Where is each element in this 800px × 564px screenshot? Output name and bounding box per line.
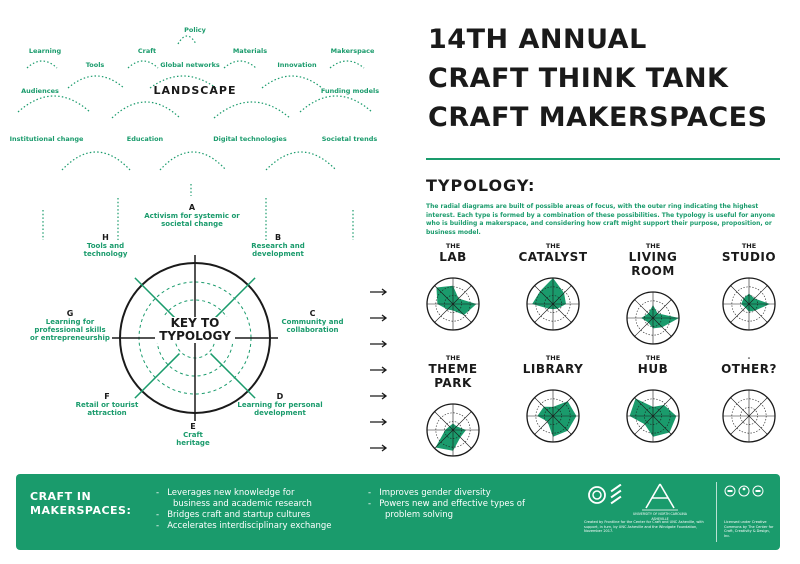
type-spoke [731,286,749,304]
landscape-title: LANDSCAPE [153,84,237,97]
footer-bullets-right [368,488,525,521]
key-letter-d: D [276,392,284,401]
landscape-label-innovation: Innovation [277,61,317,69]
title-divider [426,158,780,160]
center-for-craft-logo-icon [586,484,626,510]
key-text-c: Community and collaboration [281,318,344,334]
type-name: STUDIO [721,250,777,264]
arrow-icon [370,393,386,399]
type-prefix: THE [445,242,461,250]
title-line-3: CRAFT MAKERSPACES [428,102,768,133]
key-segment-g [30,310,110,342]
type-grid [395,242,795,472]
arrow-icon [370,315,386,321]
key-letter-c: C [309,309,316,318]
landscape-arc [178,36,196,44]
type-spoke [749,416,767,434]
type-prefix: THE [545,354,561,362]
key-text-a: Activism for systemic or societal change [144,212,240,228]
type-spoke [731,304,749,322]
title-line-1: 14TH ANNUAL [428,24,647,55]
type-spoke [635,318,653,336]
type-spoke [453,412,471,430]
footer-bullet: - Accelerates interdisciplinary exchange [156,521,332,531]
footer-bullet: - Leverages new knowledge for [156,488,295,498]
type-cell [709,354,789,454]
footer-banner [16,474,780,550]
arrow-icons [368,282,390,462]
type-radial-diagram [709,272,789,342]
landscape-arc [68,76,124,88]
type-name: LAB [439,250,467,264]
key-letter-a: A [188,203,196,212]
key-to-typology [0,190,390,470]
type-prefix: THE [741,242,757,250]
landscape-arc [266,152,336,170]
type-prefix: THE [445,354,461,362]
key-text-g: Learning for professional skills or entrepreneurship [30,318,110,342]
key-letter-e: E [190,422,196,431]
title-line-2: CRAFT THINK TANK [428,63,729,94]
title-block [428,26,768,131]
footer-title [30,490,131,518]
key-letter-b: B [274,233,282,242]
landscape-arc [27,61,57,68]
key-diagonal-line [211,354,256,399]
arrow-icon [370,289,386,295]
footer-bullet: - Improves gender diversity [368,488,491,498]
landscape-arc [112,102,180,118]
landscape-label-funding-models: Funding models [320,87,380,95]
key-segment-a [142,204,242,228]
landscape-label-education: Education [126,135,164,143]
key-letter-g: G [66,309,74,318]
arrow-icon [370,341,386,347]
landscape-label-policy: Policy [184,26,206,34]
type-cell [413,242,493,342]
footer-bullet: - Powers new and effective types of [368,499,525,509]
landscape-arc [262,76,322,88]
landscape-arc [160,152,226,170]
type-prefix: THE [645,354,661,362]
type-cell [613,242,693,356]
arrow-icon [370,367,386,373]
footer-bullet-cont: problem solving [385,510,454,520]
type-cell [513,242,593,342]
landscape-label-digital-technologies: Digital technologies [213,135,287,143]
unc-logo-text: UNIVERSITY OF NORTH CAROLINA ASHEVILLE [633,512,687,521]
type-spoke [731,416,749,434]
type-radial-diagram [513,272,593,342]
type-cell [709,242,789,342]
arrow-icon [370,419,386,425]
type-name: LIBRARY [522,362,584,376]
type-spoke [435,412,453,430]
key-segment-c [280,310,345,334]
type-spoke [553,304,571,322]
landscape-label-materials: Materials [232,47,268,55]
unc-asheville-logo-icon [638,482,682,512]
key-center-label [155,317,235,343]
key-segment-f [72,393,142,417]
landscape-arc [214,102,290,118]
type-radial-diagram [413,272,493,342]
key-label-line1: KEY TO [170,316,220,330]
key-text-h: Tools and technology [83,242,128,258]
key-segment-b [248,234,308,258]
footer-credits-left: Created by Frontline for the Center for Craft and UNC Asheville, with support, in turn, by UNC Asheville and the Windgate Foundation, November 2017. [584,520,704,533]
landscape-label-craft: Craft [137,47,157,55]
key-segment-h [78,234,133,258]
footer-bullet-cont: business and academic research [173,499,312,509]
type-spoke [749,398,767,416]
key-text-e: Craft heritage [176,431,210,447]
landscape-label-audiences: Audiences [21,87,59,95]
landscape-label-institutional-change: Institutional change [9,135,84,143]
arrow-column [368,282,390,462]
footer-divider [716,482,717,542]
landscape-arc [330,61,364,68]
landscape-label-global-networks: Global networks [160,61,220,69]
type-spoke [635,300,653,318]
key-diagonal-line [135,354,180,399]
landscape-arc [18,96,90,112]
key-label-line2: TYPOLOGY [159,329,231,343]
landscape-label-learning: Learning [28,47,62,55]
landscape-label-tools: Tools [85,61,105,69]
key-segment-d [235,393,325,417]
type-name: THEME PARK [428,362,478,390]
type-name: HUB [637,362,669,376]
landscape-label-makerspace: Makerspace [330,47,375,55]
type-radial-diagram [413,398,493,468]
footer-bullet: - Bridges craft and startup cultures [156,510,311,520]
landscape-arc [62,152,130,170]
footer-credits-right: Licensed under Creative Commons by The Center for Craft, Creativity & Design, Inc. [724,520,774,538]
creative-commons-icon [724,484,774,498]
landscape-arc [300,96,372,112]
landscape-label-societal-trends: Societal trends [321,135,378,143]
type-cell [413,354,493,468]
type-spoke [731,398,749,416]
typology-heading: TYPOLOGY: [426,176,536,195]
type-name: LIVING ROOM [628,250,678,278]
footer-bullets-left [156,488,331,532]
key-letter-h: H [102,233,109,242]
type-prefix: - [747,354,751,362]
type-radial-diagram [613,384,693,454]
type-radial-diagram [513,384,593,454]
type-prefix: THE [545,242,561,250]
type-name: OTHER? [721,362,777,376]
key-text-b: Research and development [251,242,305,258]
key-text-d: Learning for personal development [237,401,323,417]
footer-title-line2: MAKERSPACES: [30,504,132,517]
type-radial-diagram [613,286,693,356]
type-cell [613,354,693,454]
key-segment-e [168,423,218,447]
type-name: CATALYST [518,250,588,264]
key-text-f: Retail or tourist attraction [75,401,139,417]
type-cell [513,354,593,454]
arrow-icon [370,445,386,451]
type-prefix: THE [645,242,661,250]
key-letter-f: F [104,392,110,401]
typology-description: The radial diagrams are built of possible areas of focus, with the outer ring indicating the highest interest. Each type is formed by a combination of these possibilities. The typology is useful for anyone who is building a makerspace, and considering how craft might support their purpose, proposition, or business model. [426,203,776,236]
type-radial-diagram [709,384,789,454]
footer-title-line1: CRAFT IN [30,490,92,503]
